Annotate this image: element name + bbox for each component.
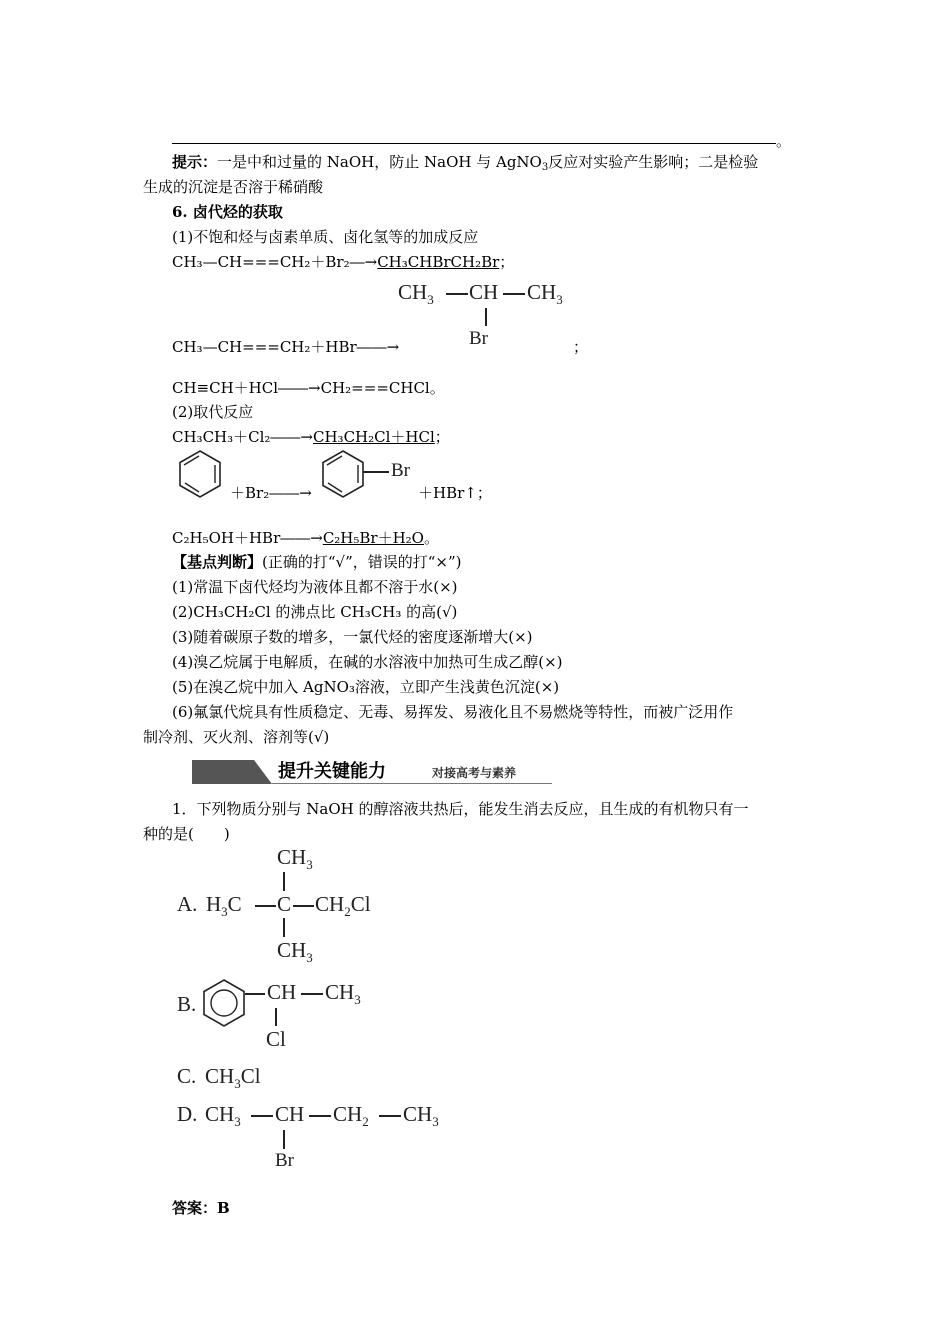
section-heading: 6. 卤代烃的获取 [172, 203, 283, 221]
equation-4-product: CH₃CH₂Cl＋HCl [313, 428, 435, 446]
bromobenzene-bond [363, 471, 389, 473]
judge-item-3: (3)随着碳原子数的增多，一氯代烃的密度逐渐增大(×) [172, 628, 533, 646]
equation-6: C₂H₅OH＋HBr――→C₂H₅Br＋H₂O。 [172, 529, 439, 547]
equation-1: CH₃—CH===CH₂＋Br₂―→CH₃CHBrCH₂Br； [172, 253, 515, 271]
equation-6-product: C₂H₅Br＋H₂O [322, 529, 424, 547]
banner-arrow-shape [192, 760, 272, 784]
judge-header: 【基点判断】(正确的打“√”，错误的打“×”) [172, 553, 462, 571]
question-line-1: 1．下列物质分别与 NaOH 的醇溶液共热后，能发生消去反应，且生成的有机物只有一 [172, 800, 749, 818]
answer-blank-line [172, 143, 776, 144]
equation-4: CH₃CH₃＋Cl₂――→CH₃CH₂Cl＋HCl； [172, 428, 450, 446]
question-line-2: 种的是( ) [143, 825, 230, 843]
judge-item-1: (1)常温下卤代烃均为液体且都不溶于水(×) [172, 578, 458, 596]
bromobenzene-ring-icon [318, 449, 368, 499]
hint-label: 提示： [172, 153, 218, 171]
judge-item-5: (5)在溴乙烷中加入 AgNO₃溶液，立即产生浅黄色沉淀(×) [172, 678, 560, 696]
banner-underline [272, 783, 552, 784]
benzene-ring-icon [200, 978, 248, 1028]
hint-line-2: 生成的沉淀是否溶于稀硝酸 [143, 178, 324, 196]
equation-3: CH≡CH＋HCl――→CH₂===CHCl。 [172, 379, 445, 397]
banner-subtitle: 对接高考与素养 [432, 766, 517, 780]
equation-2: CH₃—CH===CH₂＋HBr――→ [172, 338, 400, 356]
equation-2-end: ； [573, 338, 589, 356]
equation-1-product: CH₃CHBrCH₂Br [377, 253, 500, 271]
section-banner [192, 760, 552, 784]
subsection-2: (2)取代反应 [172, 403, 254, 421]
benzene-ring-icon [175, 449, 225, 499]
judge-item-6-line-1: (6)氟氯代烷具有性质稳定、无毒、易挥发、易液化且不易燃烧等特性，而被广泛用作 [172, 703, 734, 721]
equation-5-reagent: ＋Br₂――→ [230, 484, 312, 502]
judge-item-6-line-2: 制冷剂、灭火剂、溶剂等(√) [143, 728, 330, 746]
subsection-1: (1)不饱和烃与卤素单质、卤化氢等的加成反应 [172, 228, 479, 246]
judge-item-2: (2)CH₃CH₂Cl 的沸点比 CH₃CH₃ 的高(√) [172, 603, 458, 621]
equation-5-end: ＋HBr↑； [418, 484, 492, 502]
bromobenzene-br: Br [391, 460, 410, 481]
answer-blank-end: 。 [776, 132, 792, 150]
answer-line: 答案：B [172, 1199, 230, 1217]
hint-line-1: 提示：一是中和过量的 NaOH，防止 NaOH 与 AgNO$_3$反应对实验产生影响；二是检验 [172, 153, 759, 173]
banner-title: 提升关键能力 [278, 761, 386, 782]
judge-label: 【基点判断】 [172, 553, 263, 571]
judge-item-4: (4)溴乙烷属于电解质，在碱的水溶液中加热可生成乙醇(×) [172, 653, 563, 671]
